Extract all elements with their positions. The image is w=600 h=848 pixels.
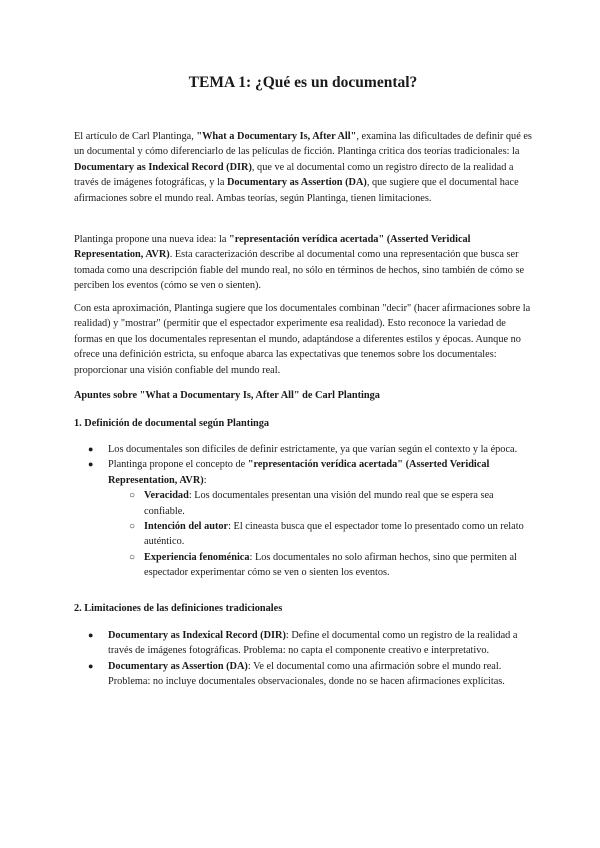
- hollow-bullet-icon: ○: [129, 551, 136, 563]
- sub-list-item: [74, 519, 532, 550]
- intro-paragraph-1: [74, 129, 532, 206]
- text-run: , que sugiere que el documental hace afirmaciones sobre el mundo real. Ambas teorías, según Plantinga, tienen limitaciones.: [74, 177, 519, 204]
- list-item: [74, 628, 532, 659]
- bullet-icon: ●: [88, 630, 94, 640]
- page-title: TEMA 1: ¿Qué es un documental?: [188, 74, 418, 91]
- bullet-icon: ●: [88, 459, 94, 470]
- bold-run: Documentary as Indexical Record (DIR): [74, 161, 252, 173]
- bold-run: Documentary as Assertion (DA): [226, 177, 367, 189]
- bold-run: Veracidad: [144, 490, 189, 502]
- text-run: , examina las dificultades de definir qué es un documental y cómo diferenciarlo de las películas de ficción. Plantinga critica dos teorías tradicionales: la: [74, 131, 532, 158]
- text-run: : El cineasta busca que el espectador tome lo presentado como un relato auténtico.: [144, 521, 524, 548]
- text-run: :: [203, 474, 207, 486]
- text-run: . Esta caracterización describe al documental como una representación que busca ser tomada como una descripción fiable del mundo real, no sólo en términos de hechos, sino también de cómo se perciben los eventos (cómo se ven o sienten).: [74, 249, 525, 292]
- bullet-icon: ●: [88, 660, 94, 671]
- intro-paragraph-3: Con esta aproximación, Plantinga sugiere que los documentales combinan "decir" (hacer afirmaciones sobre la realidad) y "mostrar" (permitir que el espectador experimente esa realidad). Esto reconoce la variedad de formas en que los documentales representan el mundo, adaptándose a diferentes estilos y épocas. Aunque no ofrece una definición estricta, su enfoque abarca las expectativas que tenemos sobre los documentales: proporcionar una visión confiable del mundo real.: [74, 303, 531, 376]
- intro-paragraph-2: [74, 232, 532, 294]
- bold-run: "representación verídica acertada" (Asserted Veridical Representation, AVR): [74, 234, 471, 261]
- section-2-heading: 2. Limitaciones de las definiciones tradicionales: [74, 603, 283, 614]
- list-item: [74, 659, 532, 690]
- hollow-bullet-icon: ○: [129, 490, 136, 502]
- section-1-list: [74, 442, 532, 581]
- text-run: : Ve el documental como una afirmación sobre el mundo real. Problema: no incluye documentales observacionales, donde no se hacen afirmaciones explícitas.: [108, 660, 505, 688]
- list-item: [74, 457, 532, 488]
- text-run: , que ve al documental como un registro directo de la realidad a través de imágenes fotográficas, y la: [74, 161, 514, 189]
- bullet-icon: ●: [88, 444, 94, 454]
- bold-run: Documentary as Indexical Record (DIR): [108, 630, 286, 641]
- text-run: Plantinga propone el concepto de: [108, 459, 248, 471]
- hollow-bullet-icon: ○: [129, 521, 136, 533]
- bold-run: Experiencia fenoménica: [144, 551, 250, 563]
- sub-list-item: [74, 488, 532, 519]
- bold-run: Intención del autor: [144, 521, 229, 533]
- text-run: : Define el documental como un registro de la realidad a través de imágenes fotográficas. Problema: no capta el componente creativo e interpretativo.: [108, 630, 518, 657]
- bold-run: Documentary as Assertion (DA): [108, 660, 248, 672]
- section-1-heading: 1. Definición de documental según Plantinga: [74, 418, 270, 429]
- bold-run: "What a Documentary Is, After All": [196, 131, 357, 142]
- section-2-list: [74, 628, 532, 690]
- text-run: : Los documentales presentan una visión del mundo real que se espera sea confiable.: [144, 490, 494, 517]
- text-run: El artículo de Carl Plantinga,: [74, 131, 197, 142]
- notes-heading: Apuntes sobre "What a Documentary Is, After All" de Carl Plantinga: [74, 390, 380, 401]
- bold-run: "representación verídica acertada" (Asserted Veridical Representation, AVR): [108, 459, 490, 486]
- text-run: Los documentales son difíciles de definir estrictamente, ya que varían según el contexto y la época.: [108, 444, 518, 455]
- text-run: Plantinga propone una nueva idea: la: [74, 234, 229, 245]
- sub-list-item: [74, 550, 532, 581]
- text-run: : Los documentales no solo afirman hechos, sino que permiten al espectador experimentar cómo se ven o sienten los eventos.: [144, 551, 517, 579]
- list-item: [74, 442, 532, 457]
